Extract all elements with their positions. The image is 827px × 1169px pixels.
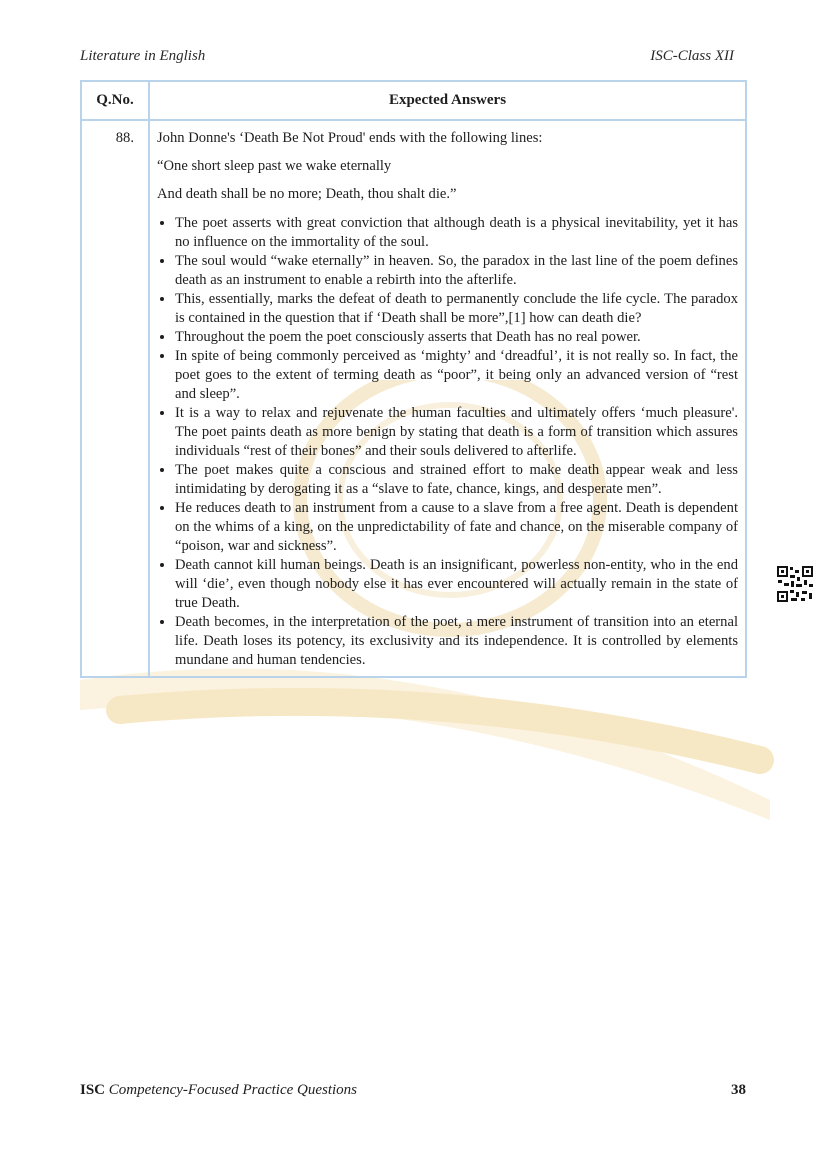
answer-points-list (157, 214, 738, 670)
table-header-row (81, 81, 746, 120)
answers-column-header: Expected Answers (149, 81, 746, 120)
list-item: • The poet makes quite a conscious and strained effort to make death appear weak and less intimidating by derogating it as a “slave to fate, chance, kings, and desperate men”. (175, 461, 738, 499)
list-item: • It is a way to relax and rejuvenate the human faculties and ultimately offers ‘much pleasure'. The poet paints death as more benign by stating that death is a form of transition which assures individuals “rest of their bones” and their souls delivered to afterlife. (175, 404, 738, 461)
qno-column-header: Q.No. (81, 81, 149, 120)
class-label: ISC-Class XII (650, 48, 734, 64)
footer-brand: ISC (80, 1082, 106, 1098)
footer-subtitle: Competency-Focused Practice Questions (108, 1082, 358, 1098)
list-item: • The poet asserts with great conviction that although death is a physical inevitability, yet it has no influence on the immortality of the soul. (175, 214, 738, 252)
page-footer (80, 1082, 746, 1099)
qr-code-icon[interactable] (776, 565, 814, 603)
list-item: • The soul would “wake eternally” in heaven. So, the paradox in the last line of the poem defines death as an instrument to enable a rebirth into the afterlife. (175, 252, 738, 290)
quote-line-1: “One short sleep past we wake eternally (157, 158, 392, 174)
answer-cell (149, 120, 746, 677)
list-item: • In spite of being commonly perceived as ‘mighty’ and ‘dreadful’, it is not really so. In fact, the poet goes to the extent of terming death as “poor”, it being only an advanced version of “rest and sleep”. (175, 347, 738, 404)
list-item: • Death cannot kill human beings. Death is an insignificant, powerless non-entity, who in the end will ‘die’, even though nobody else it has ever encountered will actually remain in the state of true Death. (175, 556, 738, 613)
quote-line-2: And death shall be no more; Death, thou shalt die.” (157, 186, 457, 202)
list-item: • He reduces death to an instrument from a cause to a slave from a free agent. Death is dependent on the whims of a king, on the unpredictability of fate and chance, on the miserable company of “poison, war and sickness”. (175, 499, 738, 556)
footer-title (80, 1082, 357, 1099)
table-row (81, 120, 746, 677)
running-header (80, 48, 734, 65)
page-number: 38 (731, 1082, 746, 1098)
qa-table (80, 80, 747, 678)
answer-intro: John Donne's ‘Death Be Not Proud' ends with the following lines: (157, 130, 543, 146)
list-item: • Throughout the poem the poet consciously asserts that Death has no real power. (175, 328, 738, 347)
subject-title: Literature in English (80, 48, 206, 64)
question-number: 88. (81, 120, 149, 677)
list-item: • This, essentially, marks the defeat of death to permanently conclude the life cycle. The paradox is contained in the question that if ‘Death shall be more”,[1] how can death die? (175, 290, 738, 328)
list-item: • Death becomes, in the interpretation of the poet, a mere instrument of transition into an eternal life. Death loses its potency, its exclusivity and its independence. It is controlled by elements mundane and human tendencies. (175, 613, 738, 670)
